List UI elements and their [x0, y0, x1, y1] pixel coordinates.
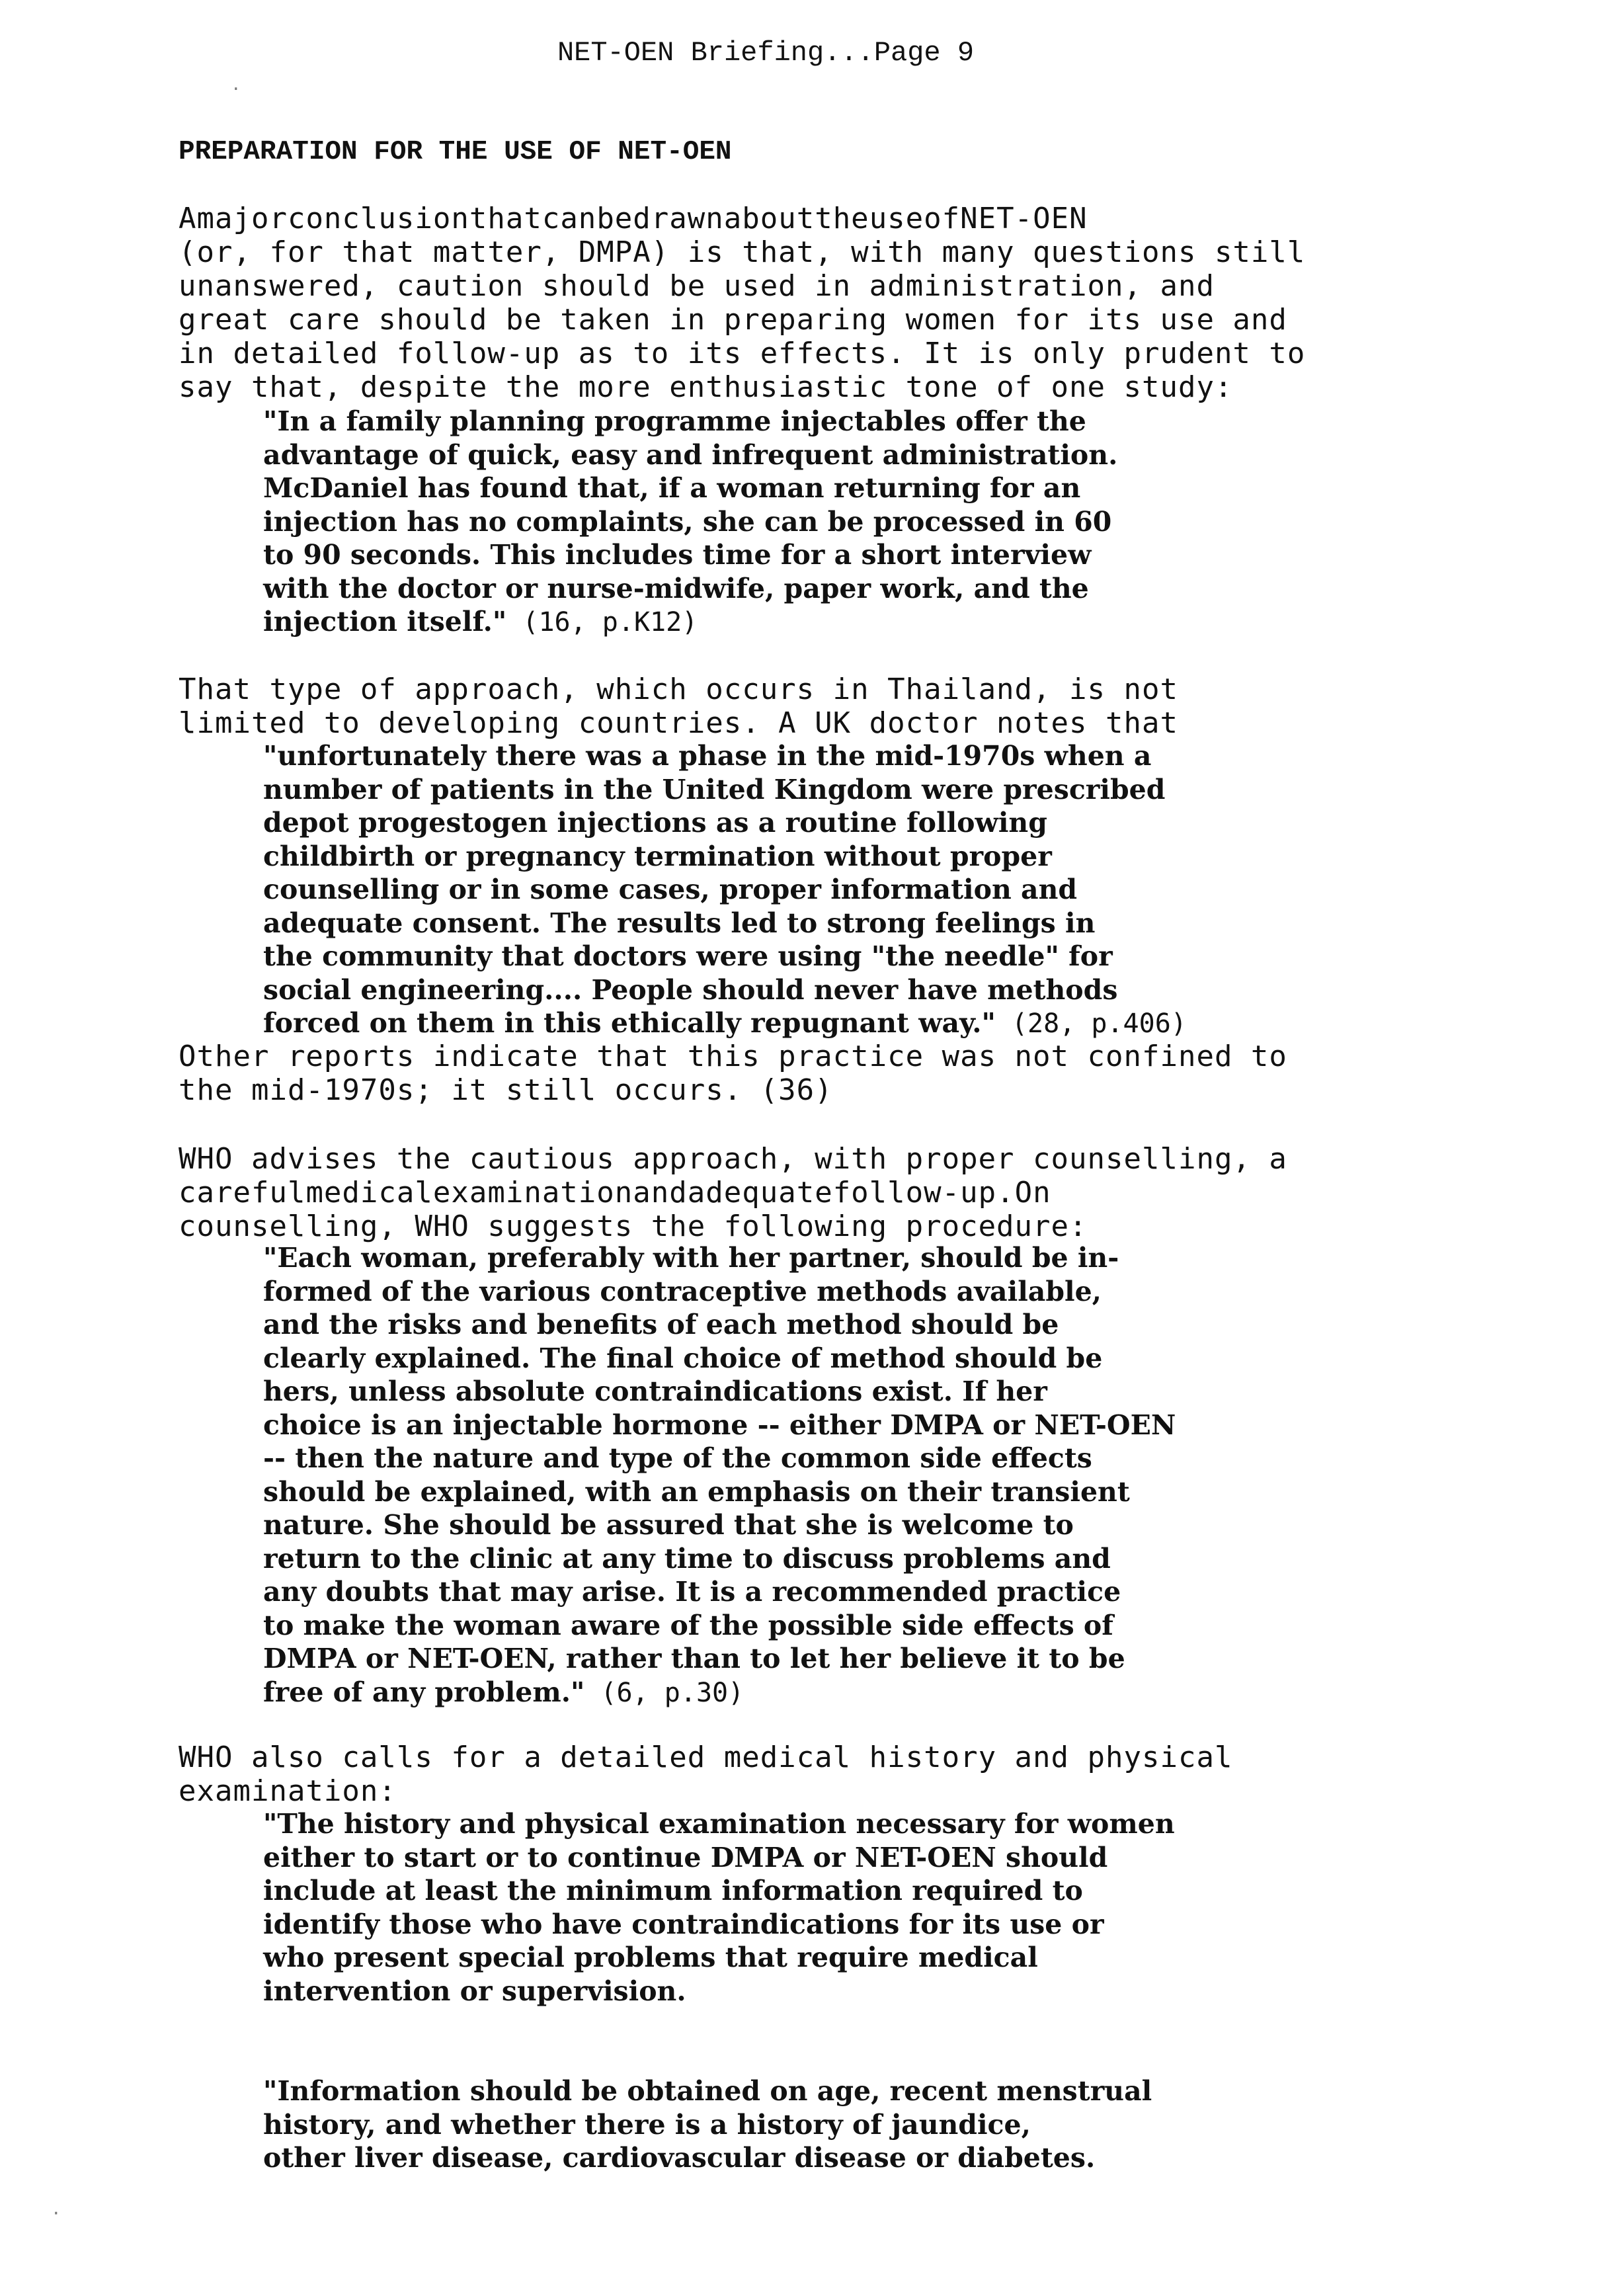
- word: and: [633, 1176, 688, 1210]
- paragraph-2-line: That type of approach, which occurs in Thailand, is not: [179, 673, 1178, 706]
- quote-1-line: "In a family planning programme injectables offer the: [263, 405, 1086, 437]
- paragraph-1-line: in detailed follow-up as to its effects. It is only prudent to: [179, 337, 1306, 370]
- quote-4-line: intervention or supervision.: [263, 1975, 686, 2007]
- citation-2: (28, p.406): [995, 1008, 1187, 1039]
- quote-3-last-text: free of any problem.": [263, 1676, 585, 1708]
- quote-3-line: [263, 1676, 1213, 1710]
- paragraph-5-line: examination:: [179, 1774, 397, 1808]
- word: conclusion: [287, 202, 469, 235]
- quote-3-line: should be explained, with an emphasis on their transient: [263, 1475, 1130, 1508]
- quote-3-line: choice is an injectable hormone -- either DMPA or NET-OEN: [263, 1409, 1176, 1441]
- word: drawn: [633, 202, 724, 235]
- quote-2-line: counselling or in some cases, proper information and: [263, 874, 1078, 905]
- word: adequate: [687, 1176, 833, 1210]
- word: follow-up.: [832, 1176, 1015, 1210]
- scan-speck: ‧: [233, 78, 239, 101]
- quote-2-line: childbirth or pregnancy termination without proper: [263, 840, 1052, 872]
- word: the: [815, 202, 869, 235]
- word: NET-OEN: [960, 202, 1088, 235]
- quote-5-line: other liver disease, cardiovascular disease or diabetes.: [263, 2142, 1096, 2174]
- paragraph-4: [179, 1142, 1419, 1243]
- paragraph-1-line: [179, 202, 1419, 235]
- quote-3-line: "Each woman, preferably with her partner, should be in-: [263, 1242, 1119, 1274]
- quote-4-line: who present special problems that require medical: [263, 1942, 1038, 1973]
- paragraph-4-line: [179, 1176, 1419, 1210]
- quote-2-line: number of patients in the United Kingdom were prescribed: [263, 773, 1166, 805]
- paragraph-4-line: WHO advises the cautious approach, with proper counselling, a: [179, 1142, 1287, 1176]
- word: A: [179, 202, 197, 235]
- quote-5-line: "Information should be obtained on age, recent menstrual: [263, 2075, 1152, 2107]
- quote-4-line: include at least the minimum information required to: [263, 1875, 1083, 1906]
- section-heading: PREPARATION FOR THE USE OF NET-OEN: [179, 137, 732, 167]
- paragraph-1-line: unanswered, caution should be used in administration, and: [179, 269, 1215, 303]
- paragraph-3: [179, 1040, 1419, 1107]
- paragraph-4-line: counselling, WHO suggests the following procedure:: [179, 1210, 1088, 1243]
- block-quote-2: [263, 739, 1213, 1041]
- quote-2-line: adequate consent. The results led to strong feelings in: [263, 907, 1096, 939]
- word: careful: [179, 1176, 306, 1210]
- block-quote-4: [263, 1807, 1213, 2008]
- quote-3-line: clearly explained. The final choice of method should be: [263, 1342, 1103, 1374]
- quote-5-line: history, and whether there is a history of jaundice,: [263, 2108, 1031, 2141]
- quote-2-line: depot progestogen injections as a routine following: [263, 807, 1047, 839]
- quote-4-line: identify those who have contraindications for its use or: [263, 1908, 1104, 1940]
- paragraph-3-line: the mid-1970s; it still occurs. (36): [179, 1073, 833, 1107]
- block-quote-1: [263, 405, 1213, 639]
- quote-4-line: "The history and physical examination necessary for women: [263, 1808, 1175, 1840]
- quote-3-line: return to the clinic at any time to discuss problems and: [263, 1542, 1111, 1575]
- quote-1-line: [263, 605, 1213, 639]
- scan-speck: ·: [53, 2202, 60, 2225]
- word: use: [869, 202, 924, 235]
- word: medical: [305, 1176, 433, 1210]
- quote-3-line: any doubts that may arise. It is a recommended practice: [263, 1576, 1121, 1608]
- quote-1-line: advantage of quick, easy and infrequent administration.: [263, 438, 1118, 471]
- quote-3-line: hers, unless absolute contraindications exist. If her: [263, 1375, 1047, 1407]
- quote-2-line: social engineering.... People should never have methods: [263, 973, 1118, 1006]
- paragraph-2-line: limited to developing countries. A UK doctor notes that: [179, 706, 1178, 740]
- quote-1-line: McDaniel has found that, if a woman returning for an: [263, 472, 1081, 504]
- word: of: [924, 202, 961, 235]
- quote-1-line: to 90 seconds. This includes time for a short interview: [263, 539, 1092, 571]
- quote-3-line: to make the woman aware of the possible side effects of: [263, 1609, 1113, 1641]
- quote-1-line: injection has no complaints, she can be processed in 60: [263, 505, 1112, 538]
- quote-1-line: with the doctor or nurse-midwife, paper work, and the: [263, 572, 1089, 604]
- quote-3-line: and the risks and benefits of each method should be: [263, 1309, 1059, 1340]
- quote-4-line: either to start or to continue DMPA or NET-OEN should: [263, 1841, 1108, 1873]
- citation-3: (6, p.30): [584, 1677, 744, 1708]
- quote-1-last-text: injection itself.": [263, 606, 507, 637]
- block-quote-5: [263, 2074, 1213, 2175]
- word: that: [469, 202, 542, 235]
- paragraph-3-line: Other reports indicate that this practice was not confined to: [179, 1040, 1287, 1073]
- page-header: NET-OEN Briefing...Page 9: [557, 37, 975, 69]
- quote-3-line: formed of the various contraceptive methods available,: [263, 1275, 1102, 1307]
- block-quote-3: [263, 1241, 1213, 1709]
- quote-2-line: the community that doctors were using "the needle" for: [263, 940, 1113, 972]
- paragraph-1-line: great care should be taken in preparing women for its use and: [179, 303, 1287, 337]
- word: can: [542, 202, 597, 235]
- paragraph-1-line: say that, despite the more enthusiastic tone of one study:: [179, 370, 1233, 404]
- word: be: [596, 202, 633, 235]
- word: On: [1014, 1176, 1051, 1210]
- paragraph-1-line: (or, for that matter, DMPA) is that, with many questions still: [179, 235, 1306, 269]
- quote-2-last-text: forced on them in this ethically repugnant way.": [263, 1007, 996, 1039]
- paragraph-5-line: WHO also calls for a detailed medical history and physical: [179, 1741, 1233, 1774]
- word: about: [723, 202, 815, 235]
- paragraph-2: [179, 673, 1419, 740]
- quote-3-line: -- then the nature and type of the common side effects: [263, 1442, 1092, 1474]
- paragraph-5: [179, 1741, 1419, 1808]
- quote-3-line: nature. She should be assured that she is welcome to: [263, 1509, 1074, 1541]
- paragraph-1: [179, 202, 1419, 404]
- quote-2-line: [263, 1006, 1213, 1041]
- word: major: [196, 202, 288, 235]
- quote-2-line: "unfortunately there was a phase in the mid-1970s when a: [263, 740, 1152, 772]
- citation-1: (16, p.K12): [506, 607, 698, 637]
- word: examination: [432, 1176, 633, 1210]
- quote-3-line: DMPA or NET-OEN, rather than to let her believe it to be: [263, 1643, 1125, 1674]
